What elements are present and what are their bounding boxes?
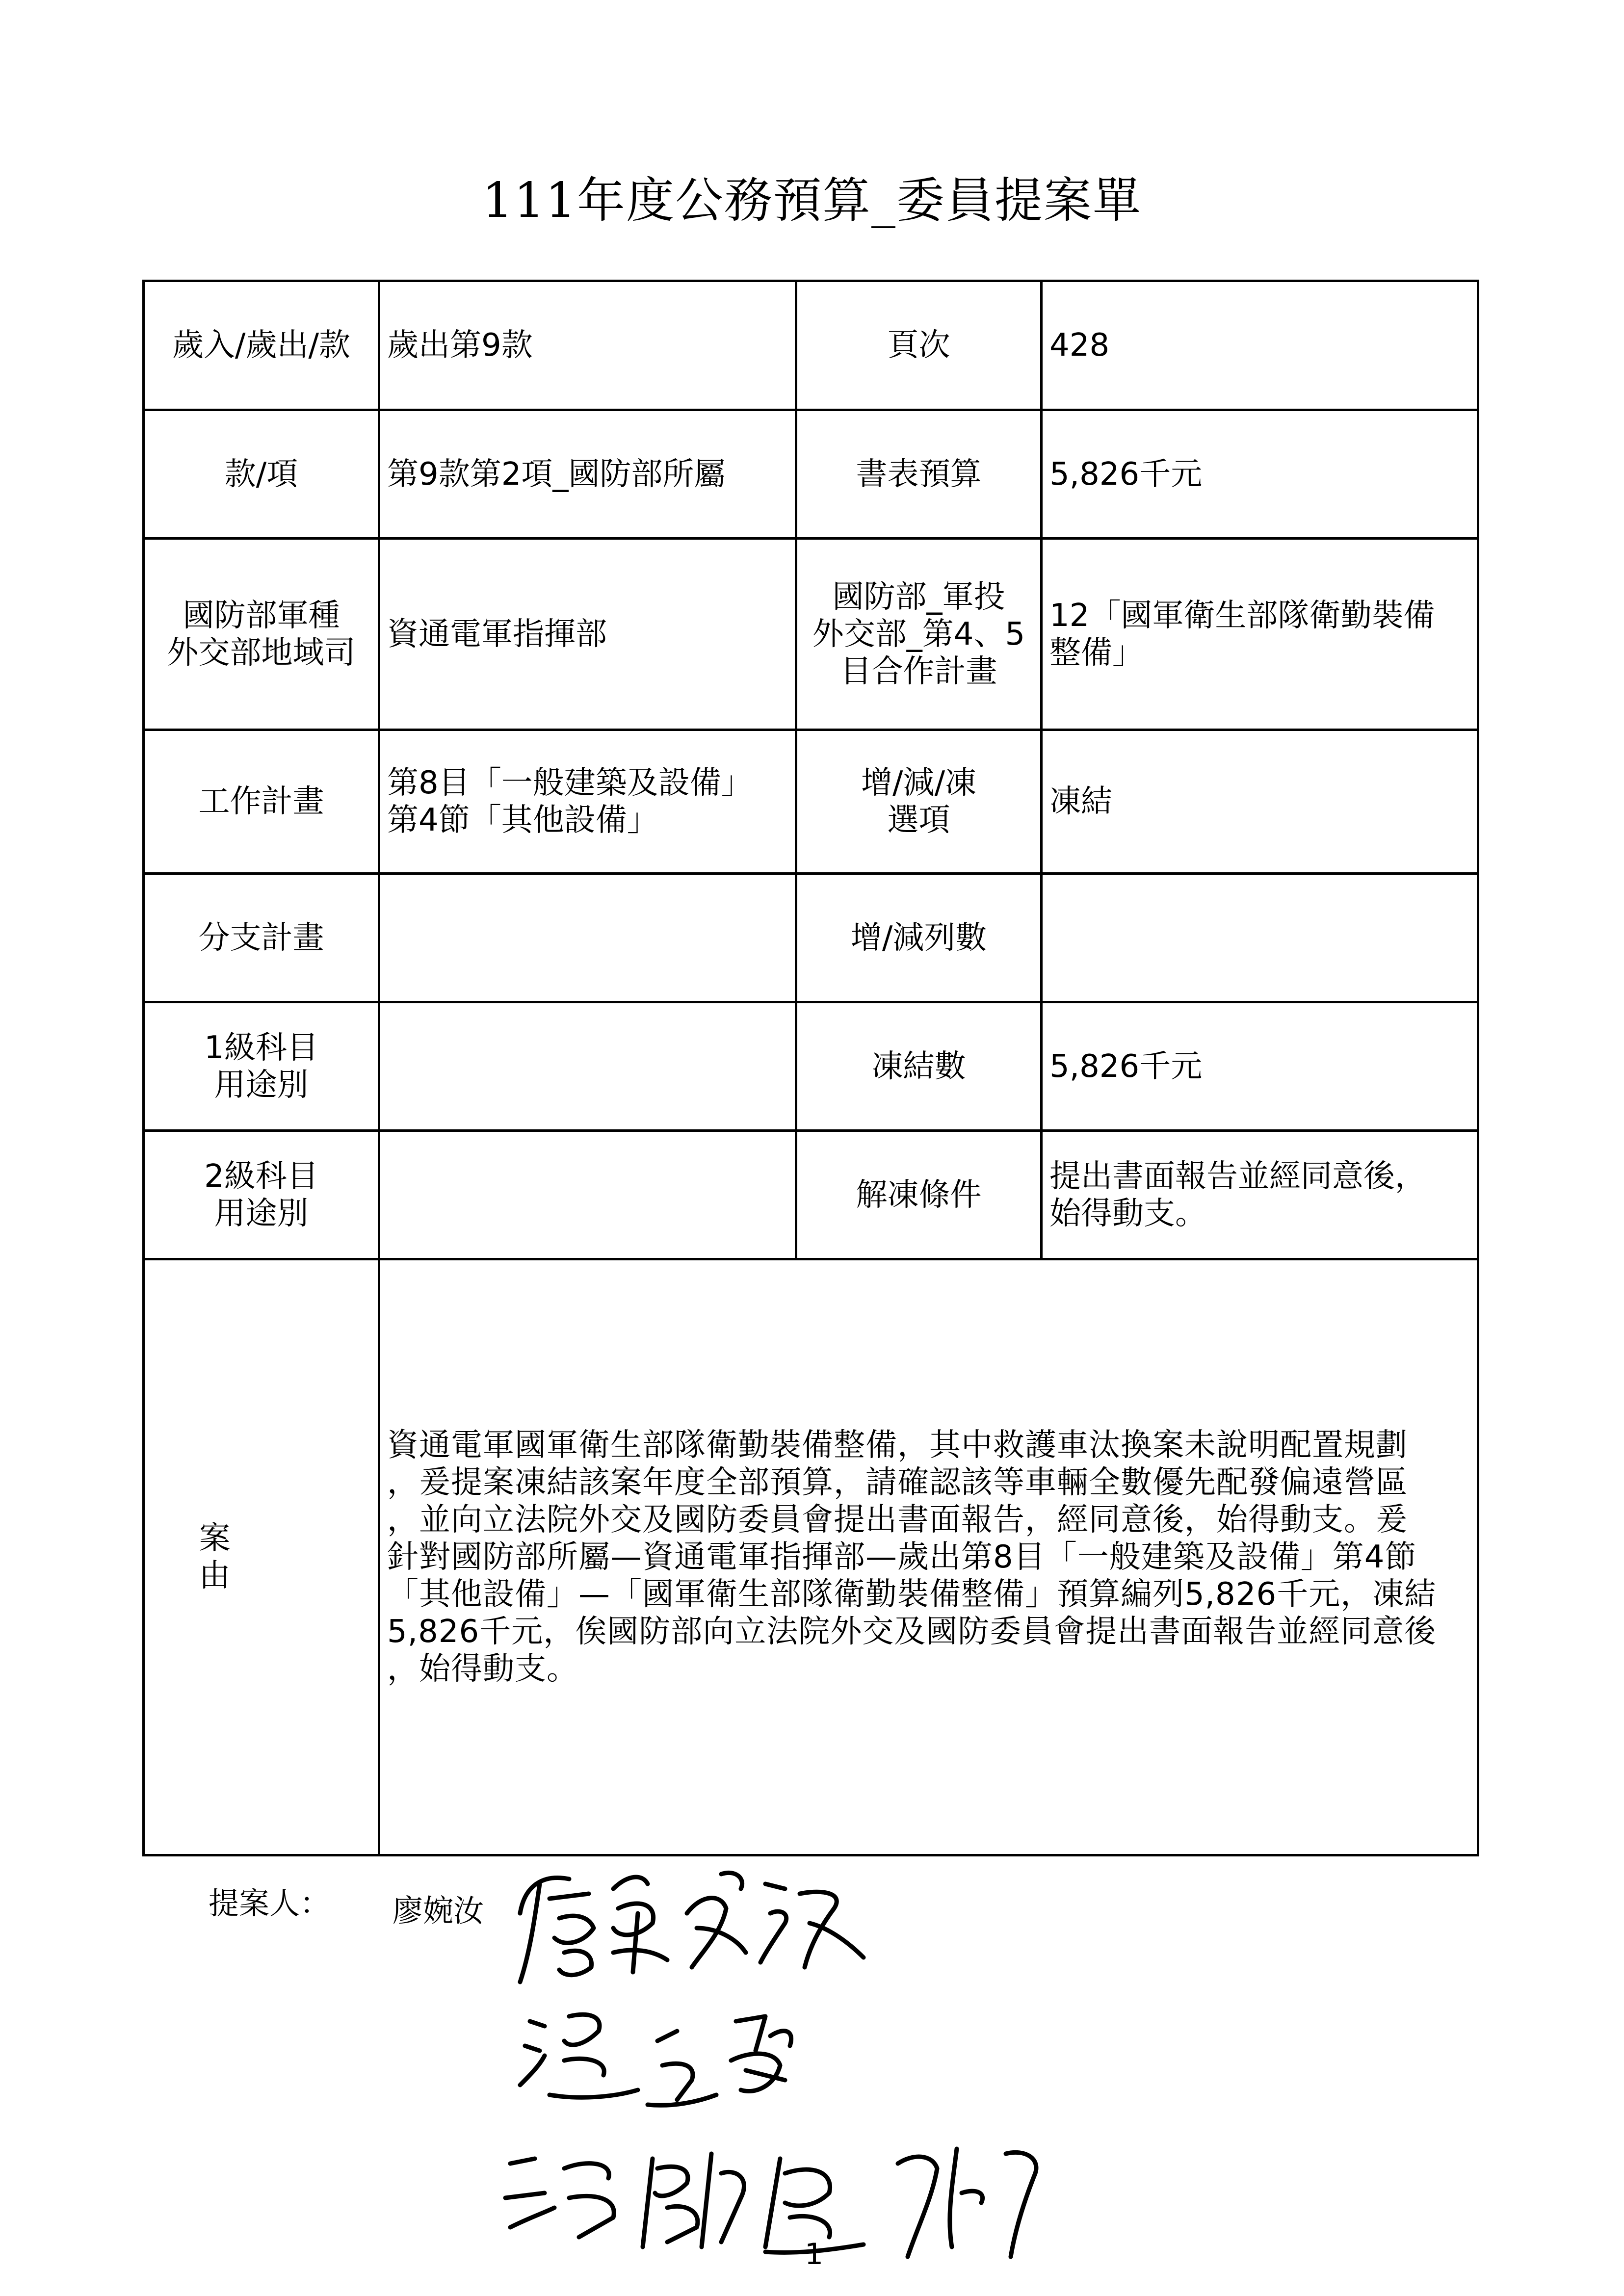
label-work-plan: 工作計畫 (144, 730, 379, 874)
reason-text (379, 1259, 1478, 1855)
proposer-name: 廖婉汝 (393, 1893, 484, 1929)
reason-line: ，爰提案凍結該案年度全部預算，請確認該等車輛全數優先配發偏遠營區 (387, 1464, 1408, 1501)
table-row (144, 874, 1478, 1002)
label-level2-subject: 2級科目 用途別 (144, 1131, 379, 1259)
value-frozen-amount: 5,826千元 (1042, 1002, 1478, 1131)
value-unfreeze-condition: 提出書面報告並經同意後， 始得動支。 (1042, 1131, 1478, 1259)
value-change-amount (1042, 874, 1478, 1002)
signature-1 (520, 1873, 864, 1982)
label-section: 款/項 (144, 410, 379, 539)
reason-line: ，並向立法院外交及國防委員會提出書面報告，經同意後，始得動支。爰 (387, 1502, 1408, 1538)
reason-line: 針對國防部所屬—資通電軍指揮部—歲出第8目「一般建築及設備」第4節 (387, 1539, 1417, 1575)
label-level1-subject: 1級科目 用途別 (144, 1002, 379, 1131)
proposal-table (142, 280, 1479, 1856)
value-option: 凍結 (1042, 730, 1478, 874)
page-number: 1 (805, 2237, 824, 2271)
label-account: 歲入/歲出/款 (144, 281, 379, 410)
label-reason (144, 1259, 379, 1855)
reason-line: 資通電軍國軍衛生部隊衛勤裝備整備，其中救護車汰換案未說明配置規劃 (387, 1427, 1408, 1463)
proposer-label: 提案人： (209, 1885, 331, 1921)
label-program: 國防部_軍投 外交部_第4、5 目合作計畫 (796, 539, 1042, 730)
value-section: 第9款第2項_國防部所屬 (379, 410, 796, 539)
label-page: 頁次 (796, 281, 1042, 410)
label-option: 增/減/凍 選項 (796, 730, 1042, 874)
label-frozen-amount: 凍結數 (796, 1002, 1042, 1131)
label-sub-plan: 分支計畫 (144, 874, 379, 1002)
handwritten-signatures (491, 1854, 1178, 2296)
value-budget: 5,826千元 (1042, 410, 1478, 539)
table-row (144, 1131, 1478, 1259)
table-row (144, 1002, 1478, 1131)
table-row (144, 281, 1478, 410)
signature-3 (505, 2149, 1036, 2257)
table-row (144, 539, 1478, 730)
reason-line: 「其他設備」—「國軍衛生部隊衛勤裝備整備」預算編列5,826千元，凍結 (387, 1576, 1437, 1613)
value-work-plan: 第8目「一般建築及設備」 第4節「其他設備」 (379, 730, 796, 874)
form-title: 111年度公務預算_委員提案單 (482, 173, 1142, 229)
label-change-amount: 增/減列數 (796, 874, 1042, 1002)
value-sub-plan (379, 874, 796, 1002)
label-branch: 國防部軍種 外交部地域司 (144, 539, 379, 730)
value-level2-subject (379, 1131, 796, 1259)
signature-2 (520, 2014, 791, 2105)
table-row (144, 410, 1478, 539)
value-program: 12「國軍衛生部隊衛勤裝備 整備」 (1042, 539, 1478, 730)
label-budget: 書表預算 (796, 410, 1042, 539)
table-row (144, 730, 1478, 874)
value-page: 428 (1042, 281, 1478, 410)
value-level1-subject (379, 1002, 796, 1131)
value-branch: 資通電軍指揮部 (379, 539, 796, 730)
reason-row (144, 1259, 1478, 1855)
reason-label-text: 案由 (199, 1520, 324, 1594)
label-unfreeze-condition: 解凍條件 (796, 1131, 1042, 1259)
reason-line: 5,826千元，俟國防部向立法院外交及國防委員會提出書面報告並經同意後 (387, 1614, 1437, 1650)
reason-line: ，始得動支。 (387, 1651, 578, 1687)
value-account: 歲出第9款 (379, 281, 796, 410)
